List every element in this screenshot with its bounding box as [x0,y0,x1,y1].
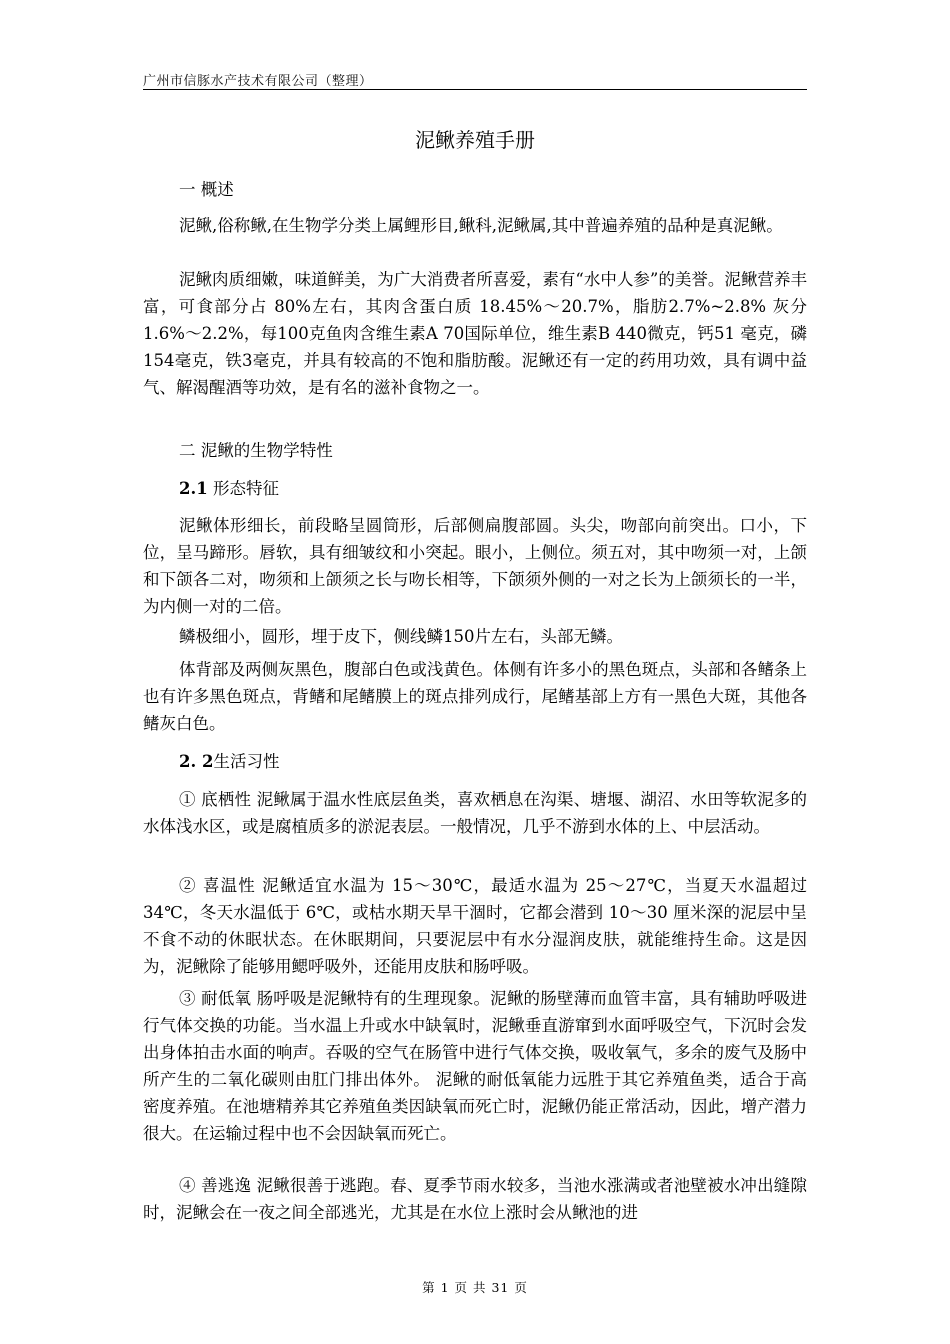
document-title: 泥鳅养殖手册 [415,128,535,152]
subsection-number: 2. 2 [179,752,214,771]
subsection-title: 形态特征 [207,479,279,498]
paragraph-morphology-1: 泥鳅体形细长，前段略呈圆筒形，后部侧扁腹部圆。头尖，吻部向前突出。口小，下位，呈马蹄形。唇软，具有细皱纹和小突起。眼小，上侧位。须五对，其中吻须一对，上颌和下颌各二对，吻须和上颌须之长与吻长相等，下颌须外侧的一对之长为上颌须长的一半，为内侧一对的二倍。 [143,516,807,616]
paragraph-habits-benthic: ① 底栖性 泥鳅属于温水性底层鱼类，喜欢栖息在沟渠、塘堰、湖沼、水田等软泥多的水体浅水区，或是腐植质多的淤泥表层。一般情况，几乎不游到水体的上、中层活动。 [143,790,807,836]
subsection-number: 2.1 [179,479,208,498]
subsection-title: 生活习性 [213,752,280,771]
subsection-heading-morphology [143,475,807,502]
subsection-heading-habits [143,748,807,775]
section-heading-biology: 二 泥鳅的生物学特性 [179,441,333,460]
page-header: 广州市信豚水产技术有限公司（整理） [143,74,373,89]
header-rule [143,89,807,90]
paragraph-morphology-2: 鳞极细小，圆形，埋于皮下，侧线鳞150片左右，头部无鳞。 [179,627,623,646]
section-heading-overview: 一 概述 [179,180,234,199]
paragraph-overview-2: 泥鳅肉质细嫩，味道鲜美，为广大消费者所喜爱，素有“水中人参”的美誉。泥鳅营养丰富，可食部分占 80%左右，其肉含蛋白质 18.45%～20.7%，脂肪2.7%~2.8% 灰分1.6%～2.2%，每100克鱼肉含维生素A 70国际单位，维生素B 440微克，钙51 毫克，磷154毫克，铁3毫克，并具有较高的不饱和脂肪酸。泥鳅还有一定的药用功效，具有调中益气、解渴醒酒等功效，是有名的滋补食物之一。 [143,270,807,397]
paragraph-overview-1: 泥鳅,俗称鳅,在生物学分类上属鲤形目,鳅科,泥鳅属,其中普遍养殖的品种是真泥鳅。 [179,216,783,235]
paragraph-habits-thermophilic: ② 喜温性 泥鳅适宜水温为 15～30℃，最适水温为 25～27℃，当夏天水温超过 34℃，冬天水温低于 6℃，或枯水期天旱干涸时，它都会潜到 10～30 厘米深的泥层中呈不食不动的休眠状态。在休眠期间，只要泥层中有水分湿润皮肤，就能维持生命。这是因为，泥鳅除了能够用鳃呼吸外，还能用皮肤和肠呼吸。 [143,876,807,976]
paragraph-habits-escape: ④ 善逃逸 泥鳅很善于逃跑。春、夏季节雨水较多，当池水涨满或者池壁被水冲出缝隙时，泥鳅会在一夜之间全部逃光，尤其是在水位上涨时会从鳅池的进 [143,1176,807,1222]
paragraph-habits-low-oxygen: ③ 耐低氧 肠呼吸是泥鳅特有的生理现象。泥鳅的肠壁薄而血管丰富，具有辅助呼吸进行气体交换的功能。当水温上升或水中缺氧时，泥鳅垂直游窜到水面呼吸空气，下沉时会发出身体拍击水面的响声。吞吸的空气在肠管中进行气体交换，吸收氧气，多余的废气及肠中所产生的二氧化碳则由肛门排出体外。 泥鳅的耐低氧能力远胜于其它养殖鱼类，适合于高密度养殖。在池塘精养其它养殖鱼类因缺氧而死亡时，泥鳅仍能正常活动，因此，增产潜力很大。在运输过程中也不会因缺氧而死亡。 [143,989,807,1143]
paragraph-morphology-3: 体背部及两侧灰黑色，腹部白色或浅黄色。体侧有许多小的黑色斑点，头部和各鳍条上也有许多黑色斑点，背鳍和尾鳍膜上的斑点排列成行，尾鳍基部上方有一黑色大斑，其他各鳍灰白色。 [143,660,807,733]
page-footer: 第 1 页 共 31 页 [422,1280,528,1295]
